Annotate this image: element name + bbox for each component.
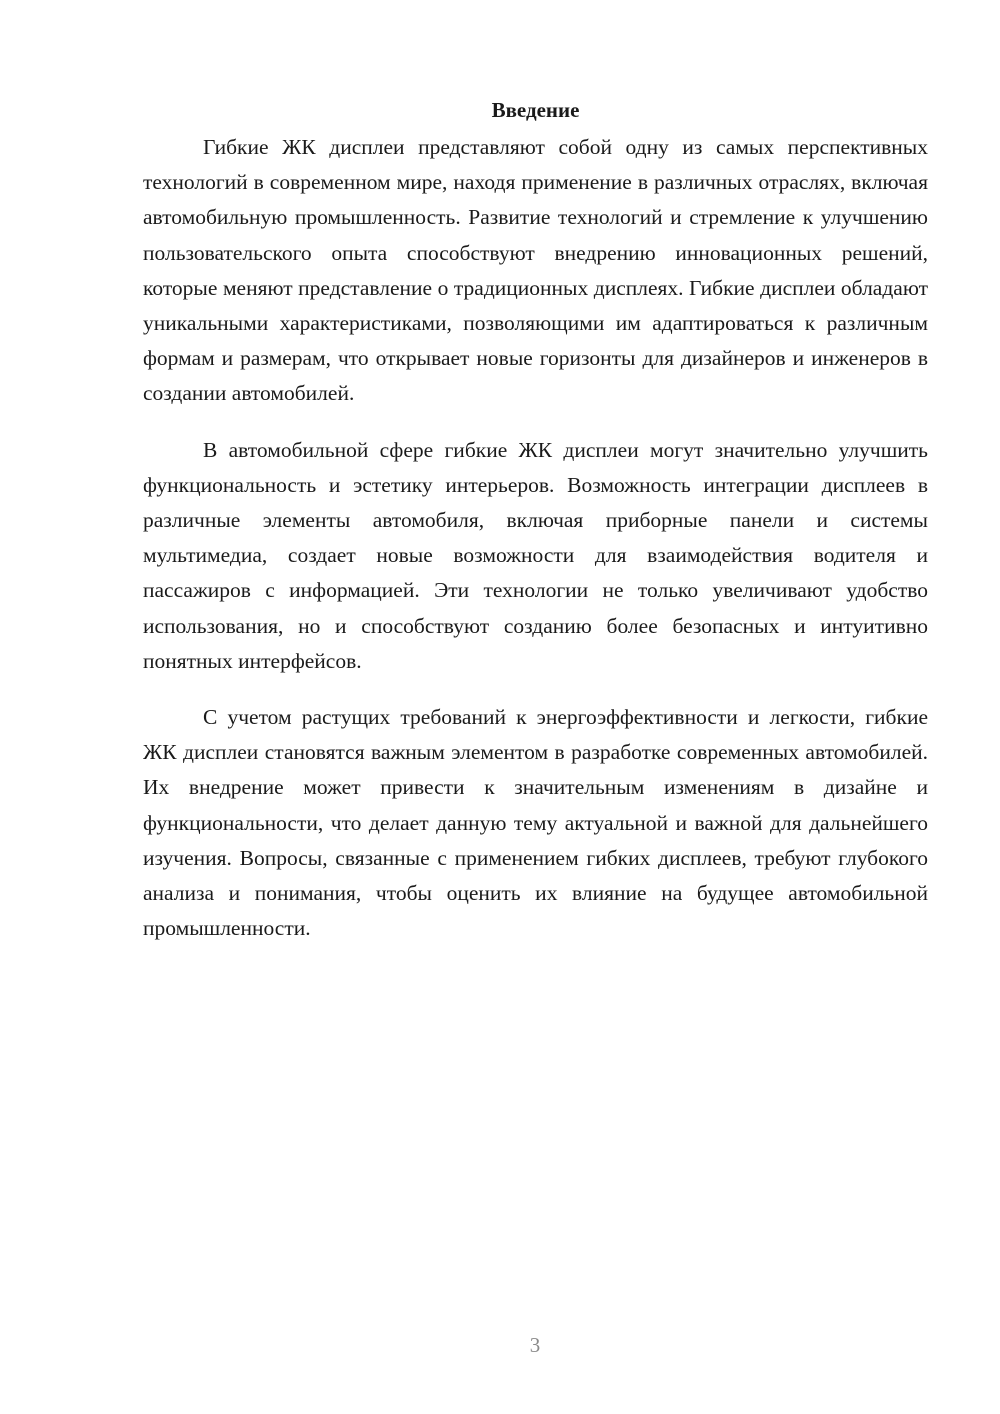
page-content xyxy=(143,94,928,967)
page-number: 3 xyxy=(529,1333,541,1357)
paragraph-2: В автомобильной сфере гибкие ЖК дисплеи могут значительно улучшить функциональность и эстетику интерьеров. Возможность интеграции дисплеев в различные элементы автомобиля, включая приборные панели и системы мультимедиа, создает новые возможности для взаимодействия водителя и пассажиров с информацией. Эти технологии не только увеличивают удобство использования, но и способствуют созданию более безопасных и интуитивно понятных интерфейсов. xyxy=(143,437,928,673)
paragraph-3: С учетом растущих требований к энергоэффективности и легкости, гибкие ЖК дисплеи становятся важным элементом в разработке современных автомобилей. Их внедрение может привести к значительным изменениям в дизайне и функциональности, что делает данную тему актуальной и важной для дальнейшего изучения. Вопросы, связанные с применением гибких дисплеев, требуют глубокого анализа и понимания, чтобы оценить их влияние на будущее автомобильной промышленности. xyxy=(143,705,928,941)
paragraph-1: Гибкие ЖК дисплеи представляют собой одну из самых перспективных технологий в современном мире, находя применение в различных отраслях, включая автомобильную промышленность. Развитие технологий и стремление к улучшению пользовательского опыта способствуют внедрению инновационных решений, которые меняют представление о традиционных дисплеях. Гибкие дисплеи обладают уникальными характеристиками, позволяющими им адаптироваться к различным формам и размерам, что открывает новые горизонты для дизайнеров и инженеров в создании автомобилей. xyxy=(143,135,928,406)
section-heading: Введение xyxy=(491,98,580,122)
